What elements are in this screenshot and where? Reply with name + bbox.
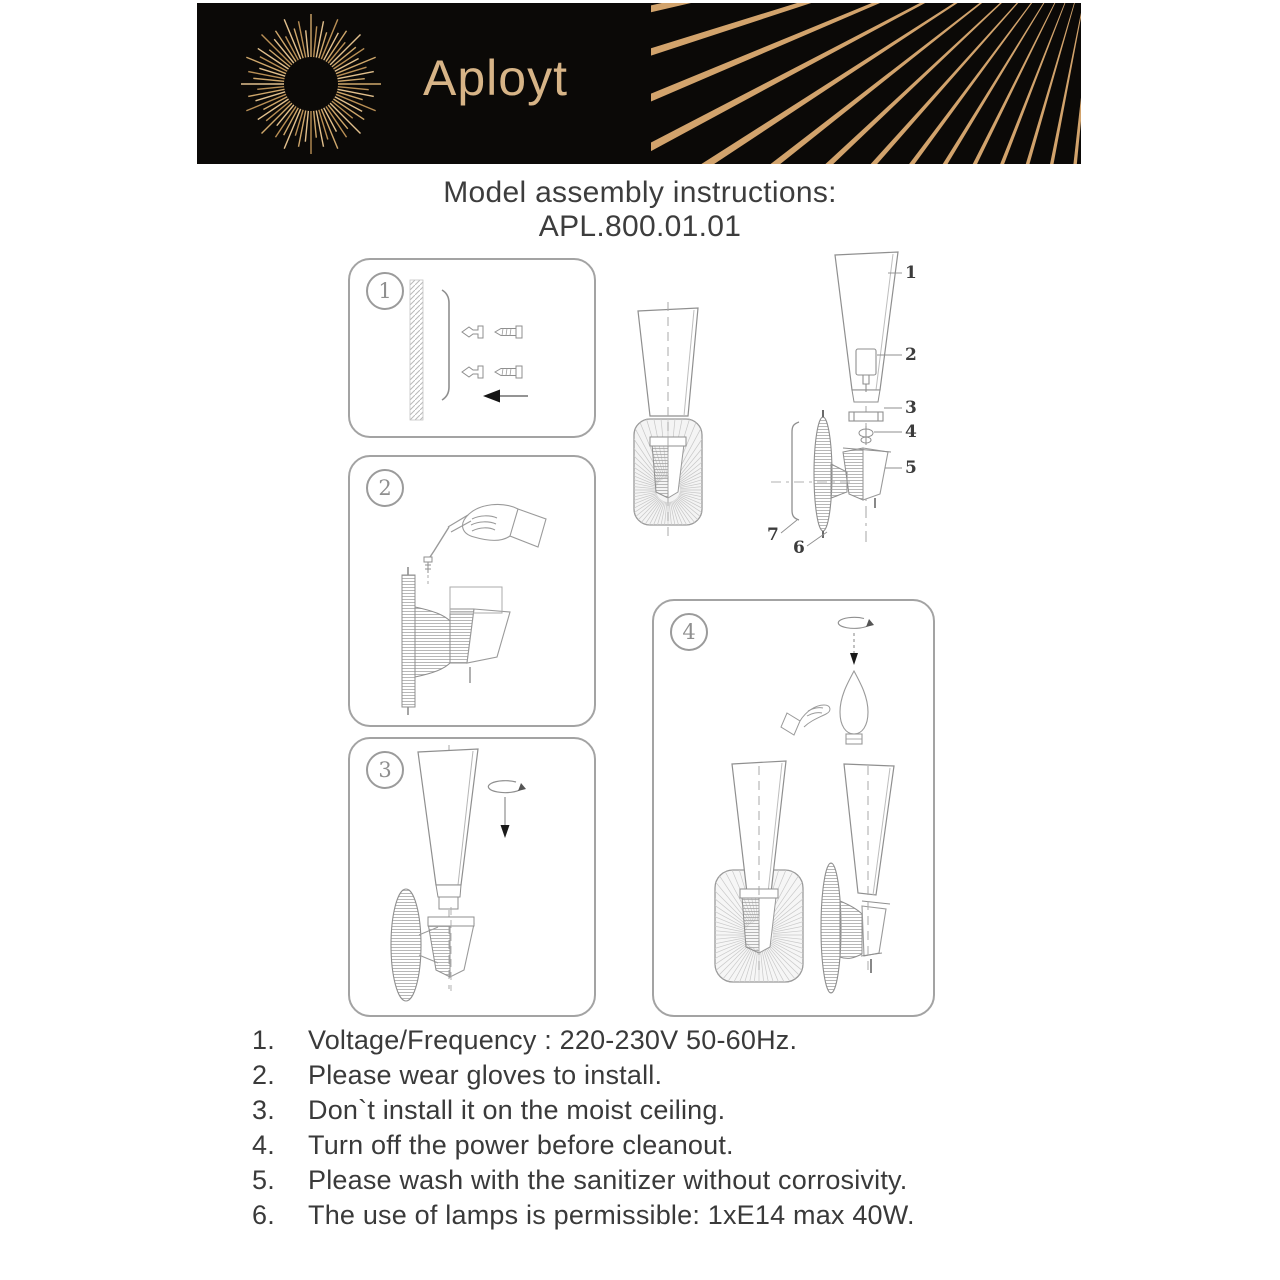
instruction-item xyxy=(252,1093,1082,1128)
instruction-text: Don`t install it on the moist ceiling. xyxy=(308,1095,726,1125)
step-4-badge: 4 xyxy=(670,613,708,651)
holder-cup xyxy=(415,587,510,683)
part-label-4: 4 xyxy=(905,422,917,442)
rotate-arrow-icon xyxy=(838,617,874,665)
part-backplate xyxy=(814,410,832,538)
wall-anchor xyxy=(462,326,483,378)
brand-name: Aployt xyxy=(423,50,568,106)
mounting-bar xyxy=(442,290,449,400)
instruction-item xyxy=(252,1058,1082,1093)
hand-with-screwdriver xyxy=(430,504,546,557)
instruction-text: Turn off the power before cleanout. xyxy=(308,1130,734,1160)
bulb xyxy=(840,671,868,744)
instruction-number: 4. xyxy=(252,1130,275,1160)
instruction-number: 5. xyxy=(252,1165,275,1195)
step-3-badge: 3 xyxy=(366,751,404,789)
brand-logo-starburst-icon xyxy=(235,8,387,160)
part-ring xyxy=(849,412,883,421)
step-4-panel xyxy=(652,599,935,1017)
page-title: Model assembly instructions: xyxy=(443,176,837,209)
instruction-text: Please wear gloves to install. xyxy=(308,1060,663,1090)
glass-shade xyxy=(418,749,478,909)
instruction-number: 6. xyxy=(252,1200,275,1230)
direction-arrow-icon xyxy=(483,390,528,403)
backplate-side xyxy=(402,575,415,707)
screw xyxy=(424,557,432,587)
assembled-front-view xyxy=(664,761,849,1015)
instruction-text: The use of lamps is permissible: 1xE14 max 40W. xyxy=(308,1200,915,1230)
instruction-item xyxy=(252,1128,1082,1163)
screw xyxy=(495,326,522,378)
title-block xyxy=(0,176,1280,244)
exploded-view-diagram xyxy=(755,242,970,572)
part-label-6: 6 xyxy=(793,538,805,558)
rotate-arrow-icon xyxy=(488,781,526,838)
part-label-2: 2 xyxy=(905,345,917,365)
instruction-text: Voltage/Frequency : 220-230V 50-60Hz. xyxy=(308,1025,798,1055)
part-label-3: 3 xyxy=(905,398,917,418)
hand xyxy=(781,705,830,735)
part-nut xyxy=(859,426,873,445)
step-1-badge: 1 xyxy=(366,272,404,310)
step-2-panel xyxy=(348,455,596,727)
model-number: APL.800.01.01 xyxy=(538,210,742,243)
instruction-number: 2. xyxy=(252,1060,275,1090)
instruction-text: Please wash with the sanitizer without corrosivity. xyxy=(308,1165,908,1195)
step-1-panel xyxy=(348,258,596,438)
step-3-panel xyxy=(348,737,596,1017)
instruction-item xyxy=(252,1023,1082,1058)
wall-surface xyxy=(410,280,423,420)
step-2-badge: 2 xyxy=(366,469,404,507)
exploded-view-art xyxy=(755,242,970,572)
instruction-item xyxy=(252,1163,1082,1198)
instructions-list xyxy=(252,1023,1082,1233)
part-holder-cup xyxy=(831,448,891,508)
part-label-5: 5 xyxy=(905,458,917,478)
instruction-number: 1. xyxy=(252,1025,275,1055)
instruction-item xyxy=(252,1198,1082,1233)
part-label-7: 7 xyxy=(767,525,779,545)
wall-bracket xyxy=(391,889,474,1001)
decorative-rays-icon xyxy=(651,3,1081,164)
instruction-number: 3. xyxy=(252,1095,275,1125)
assembled-side-view xyxy=(821,764,894,993)
part-label-1: 1 xyxy=(905,263,917,283)
brand-banner xyxy=(197,3,1081,164)
assembled-front-view-diagram xyxy=(612,288,768,540)
step-4-illustration xyxy=(654,601,933,1015)
